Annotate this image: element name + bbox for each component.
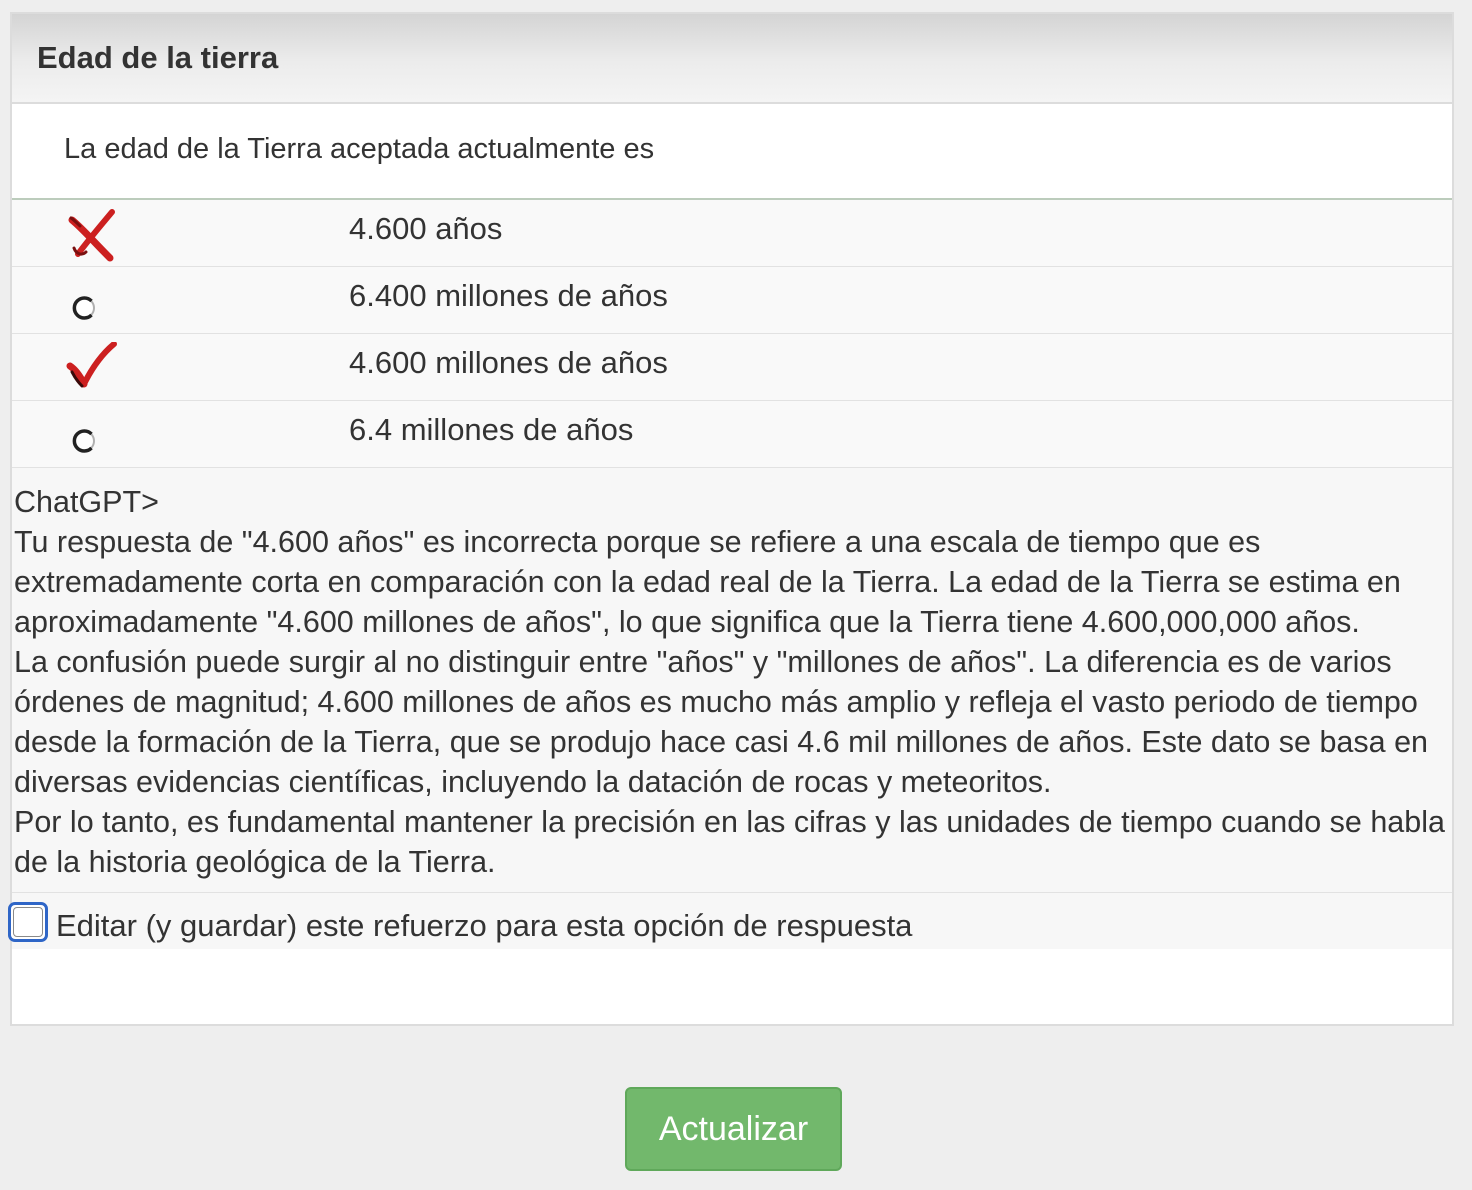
checkmark-icon [64, 342, 120, 396]
panel-title: Edad de la tierra [37, 40, 279, 75]
option-label: 4.600 millones de años [349, 345, 668, 380]
option-label: 6.400 millones de años [349, 278, 668, 313]
edit-feedback-checkbox[interactable] [8, 902, 48, 942]
option-row [12, 267, 1452, 334]
radio-icon [64, 275, 120, 329]
option-label: 4.600 años [349, 211, 503, 246]
option-row [12, 200, 1452, 267]
edit-feedback-label[interactable]: Editar (y guardar) este refuerzo para esta opción de respuesta [56, 908, 913, 943]
answer-options [12, 200, 1452, 468]
cross-icon [64, 208, 120, 262]
option-label: 6.4 millones de años [349, 412, 634, 447]
option-row [12, 401, 1452, 468]
radio-icon [64, 409, 120, 463]
feedback-paragraph: La confusión puede surgir al no distinguir entre "años" y "millones de años". La diferencia es de varios órdenes de magnitud; 4.600 millones de años es mucho más amplio y refleja el vasto periodo de tiempo desde la formación de la Tierra, que se produjo hace casi 4.6 mil millones de años. Este dato se basa en diversas evidencias científicas, incluyendo la datación de rocas y meteoritos. [14, 645, 1428, 799]
option-row [12, 334, 1452, 401]
feedback-paragraph: Por lo tanto, es fundamental mantener la precisión en las cifras y las unidades de tiempo cuando se habla de la historia geológica de la Tierra. [14, 805, 1445, 879]
feedback-author: ChatGPT> [14, 485, 159, 519]
feedback-text [12, 468, 1452, 893]
question-panel [10, 12, 1454, 1026]
feedback-paragraph: Tu respuesta de "4.600 años" es incorrecta porque se refiere a una escala de tiempo que es extremadamente corta en comparación con la edad real de la Tierra. La edad de la Tierra se estima en aproximadamente "4.600 millones de años", lo que significa que la Tierra tiene 4.600,000,000 años. [14, 525, 1401, 639]
question-row [12, 104, 1452, 200]
question-text: La edad de la Tierra aceptada actualmente es [64, 132, 655, 165]
edit-feedback-row [12, 893, 1452, 949]
panel-header [12, 14, 1452, 104]
update-button[interactable]: Actualizar [625, 1087, 842, 1171]
